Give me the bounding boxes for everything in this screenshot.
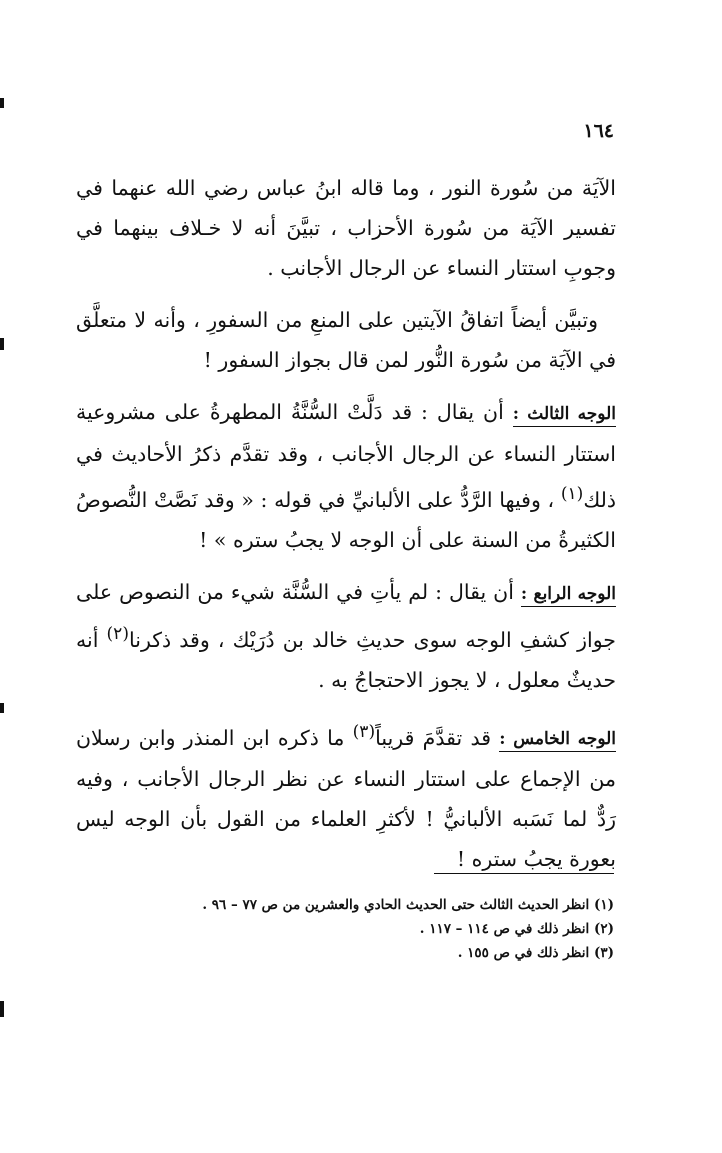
paragraph-text: قد تقدَّمَ قريباً bbox=[375, 725, 500, 750]
paragraph-text: وتبيَّن أيضاً اتفاقُ الآيتين على المنعِ من السفورِ ، وأنه لا متعلَّق في الآيَة من سُورة النُّور لمن قال بجواز السفور ! bbox=[76, 308, 616, 372]
section-heading: الوجه الرابع : bbox=[521, 584, 616, 607]
paragraph-2 bbox=[76, 300, 616, 380]
section-heading: الوجه الثالث : bbox=[513, 404, 616, 427]
page-number: ١٦٤ bbox=[583, 120, 614, 142]
section-heading: الوجه الخامس : bbox=[499, 729, 616, 752]
paragraph-text: أن يقال : قد دَلَّتْ السُّنَّةُ المطهرةُ على مشروعية استتار النساء عن الرجال الأجانب ، وقد تقدَّم ذكرُ الأحاديث في ذلك bbox=[76, 400, 616, 512]
paragraph-text: ، وفيها الرَّدُّ على الألبانيِّ في قوله : « وقد نَصَّتْ النُّصوصُ الكثيرةُ من السنة على أن الوجه لا يجبُ ستره » ! bbox=[76, 487, 616, 552]
paragraph-3 bbox=[76, 392, 616, 560]
footnote: (٣) انظر ذلك في ص ١٥٥ . bbox=[457, 945, 614, 961]
footnote-ref: (١) bbox=[560, 484, 584, 504]
body-text bbox=[76, 168, 616, 891]
footnotes bbox=[134, 893, 614, 965]
scan-edge-mark bbox=[0, 338, 4, 350]
scan-edge-mark bbox=[0, 98, 4, 108]
footnote-separator bbox=[434, 873, 614, 874]
footnote: (١) انظر الحديث الثالث حتى الحديث الحادي والعشرين من ص ٧٧ – ٩٦ . bbox=[202, 897, 614, 913]
footnote-ref: (٢) bbox=[106, 623, 130, 644]
paragraph-text: أن يقال : لم يأتِ في السُّنَّة شيء من النصوص على جواز كشفِ الوجه سوى حديثِ خالد بن دُرَيْك ، وقد ذكرنا bbox=[76, 579, 616, 652]
paragraph-text: ما ذكره ابن المنذر وابن رسلان من الإجماع على استتار النساء عن نظر الرجال الأجانب ، وفيه رَدٌّ لما نَسَبه الألبانيُّ ! لأكثرِ العلماء من القول بأن الوجه ليس بعورة يجبُ ستره ! bbox=[76, 725, 616, 872]
footnote-ref: (٣) bbox=[352, 721, 376, 742]
footnote: (٢) انظر ذلك في ص ١١٤ – ١١٧ . bbox=[419, 921, 614, 937]
paragraph-5 bbox=[76, 712, 616, 880]
scan-edge-mark bbox=[0, 1001, 4, 1017]
paragraph-text: الآيَة من سُورة النور ، وما قاله ابنُ عباس رضي الله عنهما في تفسير الآيَة من سُورة الأحزاب ، تبيَّنَ أنه لا خـلاف بينهما في وجوبِ استتار النساء عن الرجال الأجانب . bbox=[76, 176, 616, 280]
paragraph-1 bbox=[76, 168, 616, 288]
scan-edge-mark bbox=[0, 703, 4, 713]
paragraph-4 bbox=[76, 572, 616, 700]
paragraph-text: أنه حديثٌ معلول ، لا يجوز الاحتجاجُ به . bbox=[76, 627, 616, 692]
